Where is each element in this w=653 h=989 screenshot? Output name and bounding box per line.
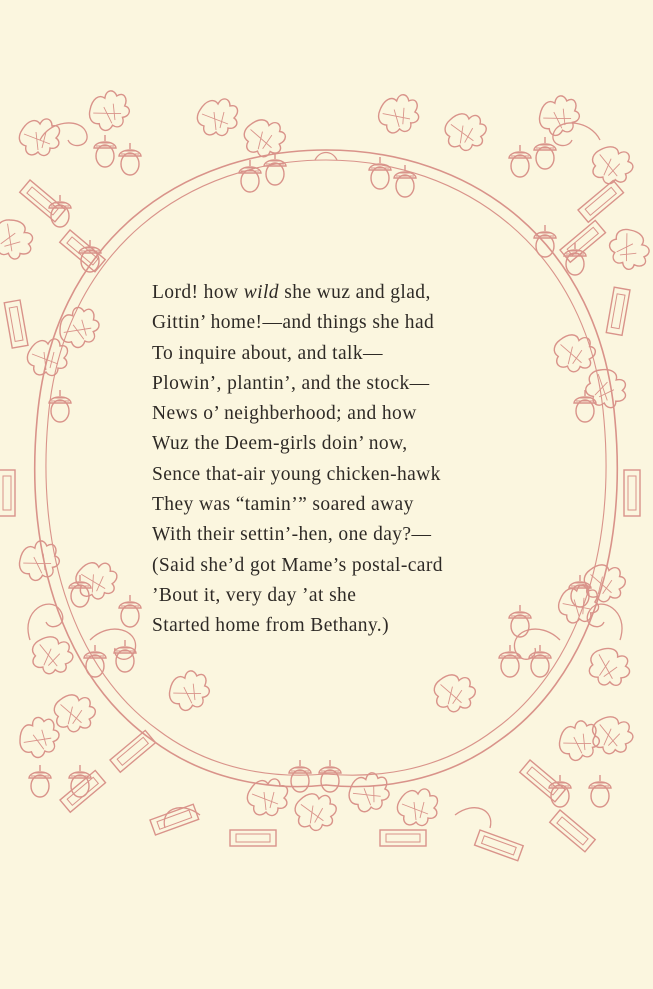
poem-emphasis: wild	[243, 282, 279, 303]
poem-line: Sence that-air young chicken-hawk	[152, 463, 441, 485]
poem-line: ’Bout it, very day ’at she	[152, 584, 357, 606]
poem-stanza	[152, 278, 492, 642]
poem-line: They was “tamin’” soared away	[152, 494, 414, 516]
poem-line: With their settin’-hen, one day?—	[152, 524, 432, 546]
poem-line: Plowin’, plantin’, and the stock—	[152, 372, 430, 394]
poem-line: News o’ neighberhood; and how	[152, 403, 417, 425]
poem-line: (Said she’d got Mame’s postal-card	[152, 554, 443, 576]
poem-line: Wuz the Deem-girls doin’ now,	[152, 433, 408, 455]
poem-line: Gittin’ home!—and things she had	[152, 312, 435, 334]
poem-line: Lord! how wild she wuz and glad,	[152, 282, 431, 303]
poem-line: To inquire about, and talk—	[152, 342, 383, 364]
poem-line: Started home from Bethany.)	[152, 615, 389, 637]
